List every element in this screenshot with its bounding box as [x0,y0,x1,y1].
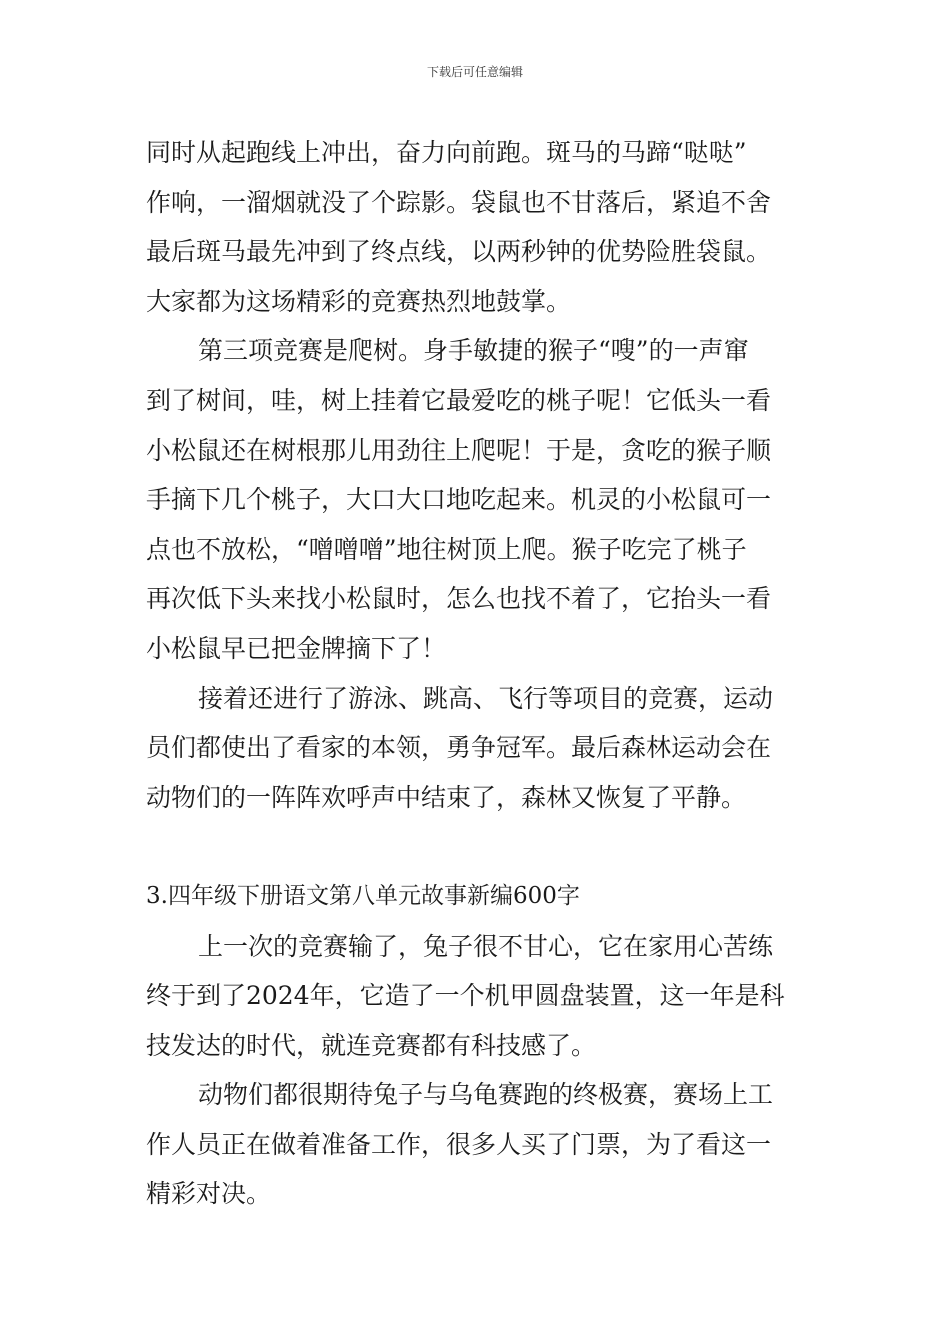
text-line: 作响，一溜烟就没了个踪影。袋鼠也不甘落后，紧追不舍 [146,187,772,217]
text-line: 接着还进行了游泳、跳高、飞行等项目的竞赛，运动 [198,683,774,713]
text-line: 精彩对决。 [146,1179,272,1209]
text-line: 第三项竞赛是爬树。身手敏捷的猴子“嗖”的一声窜 [198,336,749,366]
text-line: 动物们都很期待兔子与乌龟赛跑的终极赛，赛场上工 [198,1080,774,1110]
text-line: 员们都使出了看家的本领，勇争冠军。最后森林运动会在 [146,733,772,763]
text-line: 小松鼠还在树根那儿用劲往上爬呢！于是，贪吃的猴子顺 [146,435,772,465]
text-line: 作人员正在做着准备工作，很多人买了门票，为了看这一 [146,1129,772,1159]
blank-line [146,822,810,872]
text-line: 动物们的一阵阵欢呼声中结束了，森林又恢复了平静。 [146,782,747,812]
text-line: 小松鼠早已把金牌摘下了！ [146,633,447,663]
paragraph [146,326,810,673]
paragraph [146,1070,810,1219]
text-line: 点也不放松，“噌噌噌”地往树顶上爬。猴子吃完了桃子 [146,534,747,564]
text-line: 终于到了2024年，它造了一个机甲圆盘装置，这一年是科 [146,981,785,1011]
text-line: 最后斑马最先冲到了终点线，以两秒钟的优势险胜袋鼠。 [146,237,772,267]
text-line: 上一次的竞赛输了，兔子很不甘心，它在家用心苦练 [198,931,774,961]
text-line: 手摘下几个桃子，大口大口地吃起来。机灵的小松鼠可一 [146,485,772,515]
text-line: 再次低下头来找小松鼠时，怎么也找不着了，它抬头一看 [146,584,772,614]
body-text [146,128,810,1219]
paragraph [146,922,810,1071]
text-line: 同时从起跑线上冲出，奋力向前跑。斑马的马蹄“哒哒” [146,138,747,167]
text-line: 到了树间，哇，树上挂着它最爱吃的桃子呢！它低头一看 [146,385,772,415]
paragraph [146,128,810,326]
section-heading: 3.四年级下册语文第八单元故事新编600字 [146,882,580,909]
page-header-note: 下载后可任意编辑 [426,65,523,79]
text-line: 大家都为这场精彩的竞赛热烈地鼓掌。 [146,286,572,316]
text-line: 技发达的时代，就连竞赛都有科技感了。 [146,1030,597,1060]
paragraph [146,674,810,823]
